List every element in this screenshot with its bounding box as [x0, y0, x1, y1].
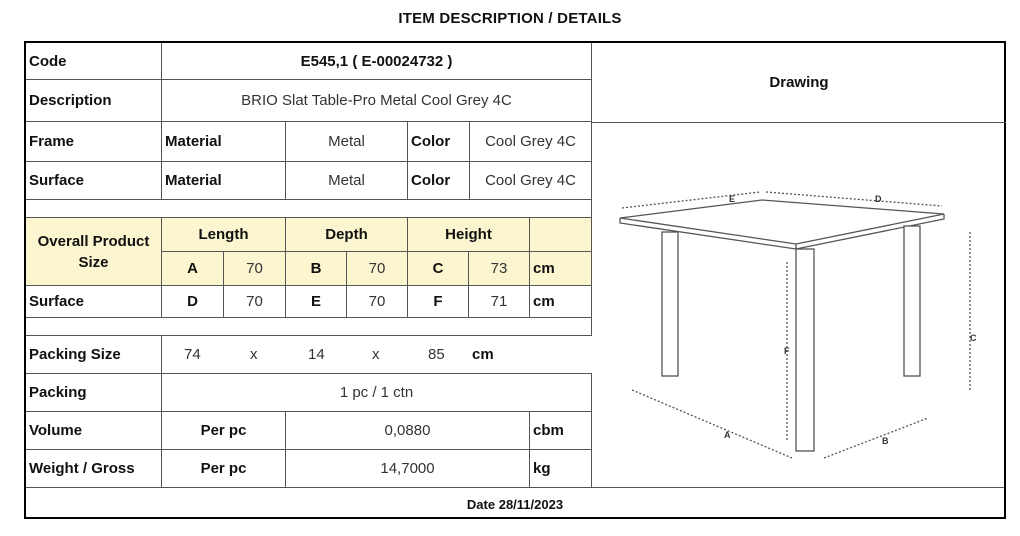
packing-height: 85: [428, 346, 445, 363]
surface-color-value: Cool Grey 4C: [470, 162, 592, 200]
description-value: BRIO Slat Table-Pro Metal Cool Grey 4C: [162, 80, 592, 122]
depth-header: Depth: [286, 218, 408, 252]
packing-x2: x: [372, 346, 380, 363]
code-value: E545,1 ( E-00024732 ): [162, 43, 592, 80]
surface-unit: cm: [530, 286, 592, 318]
height-header: Height: [408, 218, 530, 252]
surface-dims-label: Surface: [26, 286, 162, 318]
item-details-sheet: [24, 41, 1006, 519]
dim-c-letter: C: [408, 252, 469, 286]
frame-material-value: Metal: [286, 122, 408, 162]
dim-a-letter: A: [162, 252, 224, 286]
dim-d-value: 70: [224, 286, 286, 318]
unit-header-blank: [530, 218, 592, 252]
spacer-row-2: [26, 318, 592, 336]
length-header: Length: [162, 218, 286, 252]
table-drawing: [592, 122, 1006, 487]
dim-f-value: 71: [469, 286, 530, 318]
drawing-letter-e: E: [729, 194, 736, 204]
drawing-letter-c: C: [970, 333, 977, 343]
packing-width: 14: [308, 346, 325, 363]
footer-date: Date 28/11/2023: [26, 487, 1004, 520]
volume-per: Per pc: [162, 412, 286, 450]
weight-value: 14,7000: [286, 450, 530, 487]
code-label: Code: [26, 43, 162, 80]
surface-material-value: Metal: [286, 162, 408, 200]
packing-label: Packing: [26, 374, 162, 412]
weight-label: Weight / Gross: [26, 450, 162, 487]
dim-d-letter: D: [162, 286, 224, 318]
description-label: Description: [26, 80, 162, 122]
dim-c-value: 73: [469, 252, 530, 286]
dim-b-value: 70: [347, 252, 408, 286]
dim-e-letter: E: [286, 286, 347, 318]
drawing-letter-b: B: [882, 436, 889, 446]
drawing-letter-a: A: [724, 430, 731, 440]
page-title: ITEM DESCRIPTION / DETAILS: [398, 10, 622, 27]
overall-unit: cm: [530, 252, 592, 286]
dim-e-value: 70: [347, 286, 408, 318]
surface-label: Surface: [26, 162, 162, 200]
frame-color-value: Cool Grey 4C: [470, 122, 592, 162]
packing-value: 1 pc / 1 ctn: [162, 374, 592, 412]
frame-color-label: Color: [408, 122, 470, 162]
frame-material-label: Material: [162, 122, 286, 162]
dim-a-value: 70: [224, 252, 286, 286]
weight-unit: kg: [530, 450, 592, 487]
surface-material-label: Material: [162, 162, 286, 200]
surface-color-label: Color: [408, 162, 470, 200]
packing-size-values: [162, 336, 592, 374]
volume-unit: cbm: [530, 412, 592, 450]
packing-length: 74: [184, 346, 201, 363]
dim-f-letter: F: [408, 286, 469, 318]
packing-size-label: Packing Size: [26, 336, 162, 374]
drawing-letter-d: D: [875, 194, 882, 204]
weight-per: Per pc: [162, 450, 286, 487]
drawing-letter-f: F: [784, 346, 790, 356]
volume-label: Volume: [26, 412, 162, 450]
packing-unit: cm: [472, 346, 494, 363]
frame-label: Frame: [26, 122, 162, 162]
drawing-label: Drawing: [592, 43, 1006, 123]
dim-b-letter: B: [286, 252, 347, 286]
spacer-row: [26, 200, 592, 218]
packing-x1: x: [250, 346, 258, 363]
volume-value: 0,0880: [286, 412, 530, 450]
overall-size-label: Overall Product Size: [26, 218, 162, 286]
